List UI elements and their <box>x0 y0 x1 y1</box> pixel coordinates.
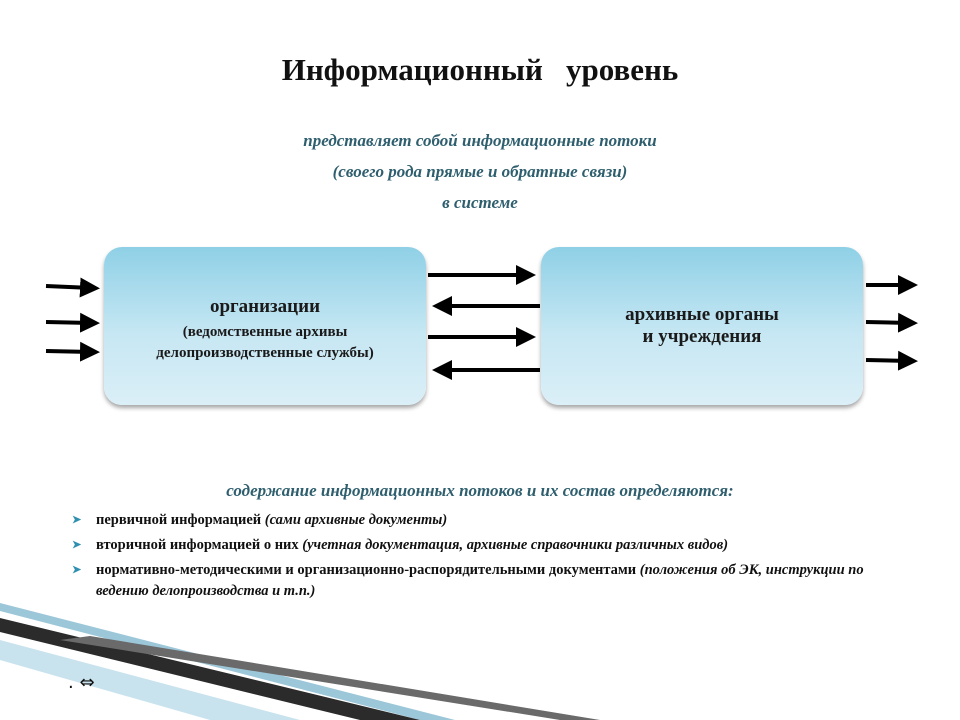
list-heading: содержание информационных потоков и их состав определяются: <box>226 481 734 500</box>
bullet-arrow-icon: ➤ <box>72 514 82 526</box>
outgoing-arrow-3 <box>866 360 910 361</box>
list-item: ➤ вторичной информацией о них (учетная документация, архивные справочники различных видов) <box>72 535 912 556</box>
outgoing-arrow-2 <box>866 322 910 323</box>
subtitle-line-3: в системе <box>442 193 518 212</box>
list-item: ➤ нормативно-методическими и организационно-распорядительными документами (положения об ЭК, инструкции по ведению делопроизводства и т.п.) <box>72 562 864 599</box>
subtitle-line-1: представляет собой информационные потоки <box>303 131 657 150</box>
incoming-arrow-3 <box>46 351 92 352</box>
bullet-arrow-icon: ➤ <box>72 564 82 576</box>
bullet-list <box>72 510 912 606</box>
bullet-arrow-icon: ➤ <box>72 539 82 551</box>
list-item: ➤ первичной информацией (сами архивные документы) <box>72 510 912 531</box>
page-title: Информационный уровень <box>281 52 679 87</box>
organizations-box <box>104 247 426 405</box>
footer-symbol: . ⇔ <box>68 672 95 693</box>
archives-line-1: архивные органы <box>625 304 779 325</box>
archives-box <box>541 247 863 405</box>
organizations-line-2: делопроизводственные службы) <box>156 345 374 361</box>
organizations-line-1: (ведомственные архивы <box>182 324 348 340</box>
incoming-arrow-2 <box>46 322 92 323</box>
subtitle-line-2: (своего рода прямые и обратные связи) <box>332 162 628 181</box>
organizations-title: организации <box>209 296 321 317</box>
incoming-arrow-1 <box>46 286 92 288</box>
archives-line-2: и учреждения <box>642 326 762 347</box>
